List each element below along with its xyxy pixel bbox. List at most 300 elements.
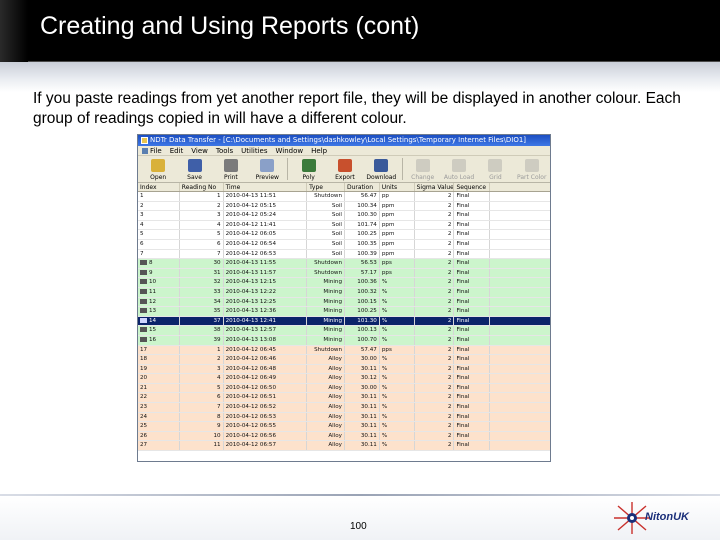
title-bar xyxy=(0,0,720,62)
cell-units xyxy=(380,413,415,422)
auto-load-icon xyxy=(452,159,466,172)
cell-sequence xyxy=(454,269,490,278)
cell-units xyxy=(380,250,415,259)
cell-text: % xyxy=(381,404,388,411)
cell-reading xyxy=(180,365,224,374)
table-row[interactable] xyxy=(138,202,550,212)
cell-sequence xyxy=(454,192,490,201)
cell-text: 15 xyxy=(149,327,157,334)
cell-text: 2 xyxy=(447,260,452,267)
toolbar-save-button[interactable] xyxy=(176,156,212,182)
cell-text: 2010-04-12 06:48 xyxy=(225,365,277,372)
cell-sigma xyxy=(415,403,455,412)
cell-reading xyxy=(180,317,224,326)
cell-index xyxy=(138,307,180,316)
table-row[interactable] xyxy=(138,403,550,413)
toolbar-button-label: Poly xyxy=(302,174,315,181)
cell-sequence xyxy=(454,250,490,259)
table-row[interactable] xyxy=(138,384,550,394)
cell-text: 30.11 xyxy=(360,432,377,439)
cell-text: 2010-04-12 06:55 xyxy=(225,423,277,430)
cell-text: 17 xyxy=(140,346,148,353)
cell-text: Final xyxy=(456,298,470,305)
cell-units xyxy=(380,355,415,364)
cell-type xyxy=(307,288,345,297)
cell-text: % xyxy=(381,384,388,391)
cell-text: 2 xyxy=(447,327,452,334)
cell-text: 11 xyxy=(213,442,221,449)
menu-item-label: Utilities xyxy=(241,146,268,155)
table-row[interactable] xyxy=(138,278,550,288)
table-row[interactable] xyxy=(138,307,550,317)
cell-text: 56.47 xyxy=(360,193,377,199)
cell-sequence xyxy=(454,403,490,412)
cell-text: Final xyxy=(456,442,470,449)
cell-text: 19 xyxy=(140,365,148,372)
menu-item-label: Tools xyxy=(215,146,234,155)
cell-duration xyxy=(345,288,380,297)
cell-time xyxy=(224,230,308,239)
cell-empty xyxy=(490,393,550,402)
cell-text: 2010-04-12 06:05 xyxy=(225,231,277,238)
cell-type xyxy=(307,307,345,316)
cell-sequence xyxy=(454,317,490,326)
cell-type xyxy=(307,346,345,355)
cell-sequence xyxy=(454,211,490,220)
toolbar-print-button[interactable] xyxy=(213,156,249,182)
cell-index xyxy=(138,269,180,278)
toolbar-download-button[interactable] xyxy=(363,156,399,182)
folder-open-icon xyxy=(151,159,165,172)
table-row[interactable] xyxy=(138,250,550,260)
table-row[interactable] xyxy=(138,221,550,231)
toolbar-grid-button[interactable] xyxy=(477,156,513,182)
toolbar-export-button[interactable] xyxy=(327,156,363,182)
cell-text: 2 xyxy=(447,423,452,430)
cell-time xyxy=(224,403,308,412)
toolbar-open-button[interactable] xyxy=(140,156,176,182)
cell-text: Final xyxy=(456,279,470,286)
cell-type xyxy=(307,432,345,441)
menu-item-window[interactable] xyxy=(276,146,304,155)
cell-reading xyxy=(180,288,224,297)
column-header[interactable]: Index xyxy=(138,183,180,191)
cell-time xyxy=(224,221,308,230)
cell-sigma xyxy=(415,384,455,393)
cell-type xyxy=(307,192,345,201)
cell-text: 100.15 xyxy=(357,298,377,305)
cell-units xyxy=(380,298,415,307)
cell-empty xyxy=(490,240,550,249)
row-marker-icon xyxy=(140,299,147,304)
menu-item-label: Edit xyxy=(169,146,184,155)
cell-text: Final xyxy=(456,212,470,219)
cell-text: 56.53 xyxy=(360,260,377,267)
cell-text: 2010-04-13 11:57 xyxy=(225,269,277,276)
table-row[interactable] xyxy=(138,259,550,269)
cell-index xyxy=(138,259,180,268)
cell-text: Final xyxy=(456,384,470,391)
cell-time xyxy=(224,307,308,316)
cell-sigma xyxy=(415,393,455,402)
cell-type xyxy=(307,259,345,268)
cell-text: Mining xyxy=(323,288,342,295)
readings-grid xyxy=(138,183,550,451)
cell-text: 2010-04-13 12:57 xyxy=(225,327,277,334)
cell-sequence xyxy=(454,441,490,450)
table-row[interactable] xyxy=(138,413,550,423)
cell-text: Final xyxy=(456,432,470,439)
cell-type xyxy=(307,298,345,307)
cell-duration xyxy=(345,307,380,316)
toolbar-button-label: Print xyxy=(223,174,238,181)
cell-text: 2010-04-13 12:41 xyxy=(225,317,277,324)
cell-text: ppm xyxy=(381,212,395,219)
cell-duration xyxy=(345,403,380,412)
cell-text: 2 xyxy=(447,202,452,209)
cell-empty xyxy=(490,346,550,355)
cell-text: 30.12 xyxy=(360,375,377,382)
cell-text: 2010-04-12 06:57 xyxy=(225,442,277,449)
cell-text: Alloy xyxy=(328,423,342,430)
cell-sigma xyxy=(415,230,455,239)
cell-duration xyxy=(345,278,380,287)
cell-empty xyxy=(490,269,550,278)
cell-empty xyxy=(490,278,550,287)
cell-duration xyxy=(345,230,380,239)
page-number: 100 xyxy=(350,521,367,532)
cell-index xyxy=(138,202,180,211)
table-row[interactable] xyxy=(138,393,550,403)
cell-text: 39 xyxy=(213,336,221,343)
cell-sequence xyxy=(454,288,490,297)
cell-time xyxy=(224,374,308,383)
cell-empty xyxy=(490,221,550,230)
cell-sequence xyxy=(454,298,490,307)
toolbar-button-label: Auto Load xyxy=(443,174,475,181)
cell-type xyxy=(307,211,345,220)
cell-sigma xyxy=(415,269,455,278)
table-row[interactable] xyxy=(138,317,550,327)
row-marker-icon xyxy=(140,270,147,275)
cell-index xyxy=(138,278,180,287)
cell-reading xyxy=(180,202,224,211)
cell-units xyxy=(380,278,415,287)
cell-units xyxy=(380,422,415,431)
cell-text: % xyxy=(381,442,388,449)
cell-text: 2 xyxy=(447,336,452,343)
cell-text: 2010-04-12 11:41 xyxy=(225,221,277,228)
cell-text: 100.13 xyxy=(357,327,377,334)
cell-text: 3 xyxy=(217,212,221,219)
menu-item-tools[interactable] xyxy=(216,146,233,155)
cell-text: % xyxy=(381,375,388,382)
cell-text: 2 xyxy=(447,231,452,238)
cell-text: Final xyxy=(456,202,470,209)
cell-text: % xyxy=(381,394,388,401)
cell-units xyxy=(380,432,415,441)
cell-text: Final xyxy=(456,231,470,238)
cell-units xyxy=(380,307,415,316)
row-marker-icon xyxy=(140,318,147,323)
menu-item-help[interactable] xyxy=(311,146,327,155)
cell-text: 100.25 xyxy=(357,308,377,315)
cell-sequence xyxy=(454,393,490,402)
column-header[interactable]: Reading No xyxy=(180,183,224,191)
cell-text: 31 xyxy=(213,269,221,276)
cell-text: 12 xyxy=(149,298,157,305)
cell-text: 2 xyxy=(447,413,452,420)
cell-sequence xyxy=(454,365,490,374)
cell-units xyxy=(380,211,415,220)
cell-text: Final xyxy=(456,394,470,401)
cell-text: 5 xyxy=(140,231,144,238)
cell-type xyxy=(307,413,345,422)
cell-text: 2010-04-12 05:24 xyxy=(225,212,277,219)
cell-text: % xyxy=(381,279,388,286)
export-icon xyxy=(338,159,352,172)
cell-units xyxy=(380,259,415,268)
app-icon xyxy=(141,137,148,144)
cell-time xyxy=(224,250,308,259)
cell-text: 2 xyxy=(447,356,452,363)
table-row[interactable] xyxy=(138,298,550,308)
cell-reading xyxy=(180,259,224,268)
cell-time xyxy=(224,441,308,450)
menu-item-utilities[interactable] xyxy=(241,146,267,155)
cell-text: % xyxy=(381,317,388,324)
cell-reading xyxy=(180,240,224,249)
cell-text: 6 xyxy=(217,394,221,401)
cell-text: 2 xyxy=(447,394,452,401)
cell-sigma xyxy=(415,441,455,450)
toolbar-auto-load-button[interactable] xyxy=(441,156,477,182)
column-header[interactable]: Type xyxy=(307,183,345,191)
table-row[interactable] xyxy=(138,374,550,384)
menu-item-label: File xyxy=(150,146,162,155)
cell-index xyxy=(138,250,180,259)
cell-text: 2010-04-12 05:15 xyxy=(225,202,277,209)
cell-type xyxy=(307,202,345,211)
cell-text: 14 xyxy=(149,317,157,324)
table-row[interactable] xyxy=(138,211,550,221)
cell-text: pp xyxy=(381,193,389,199)
toolbar-part-color-button[interactable] xyxy=(514,156,550,182)
cell-index xyxy=(138,326,180,335)
cell-text: ppm xyxy=(381,231,395,238)
cell-text: Alloy xyxy=(328,442,342,449)
window-titlebar[interactable] xyxy=(138,135,550,146)
floppy-disk-icon xyxy=(188,159,202,172)
table-row[interactable] xyxy=(138,422,550,432)
cell-text: 2 xyxy=(447,432,452,439)
toolbar-button-label: Open xyxy=(150,174,167,181)
cell-text: 2010-04-13 13:08 xyxy=(225,336,277,343)
table-row[interactable] xyxy=(138,326,550,336)
cell-type xyxy=(307,250,345,259)
cell-empty xyxy=(490,336,550,345)
slide-title: Creating and Using Reports (cont) xyxy=(40,12,420,40)
cell-index xyxy=(138,336,180,345)
cell-text: pps xyxy=(381,346,392,353)
window-title: NDTr Data Transfer - [C:\Documents and Settings\dashkowley\Local Settings\Temporary Internet Files\DIO1] xyxy=(150,136,527,144)
cell-text: 2 xyxy=(140,202,144,209)
cell-text: 11 xyxy=(149,288,157,295)
cell-index xyxy=(138,230,180,239)
menu-item-edit[interactable] xyxy=(170,146,184,155)
cell-time xyxy=(224,326,308,335)
cell-time xyxy=(224,355,308,364)
cell-sigma xyxy=(415,413,455,422)
menu-item-view[interactable] xyxy=(191,146,208,155)
table-row[interactable] xyxy=(138,240,550,250)
table-row[interactable] xyxy=(138,441,550,451)
cell-text: 30 xyxy=(213,260,221,267)
cell-text: Alloy xyxy=(328,432,342,439)
cell-units xyxy=(380,374,415,383)
cell-text: 2 xyxy=(447,221,452,228)
cell-text: 2 xyxy=(217,356,221,363)
cell-reading xyxy=(180,403,224,412)
cell-text: 30.11 xyxy=(360,394,377,401)
cell-text: 7 xyxy=(217,404,221,411)
cell-text: pps xyxy=(381,260,392,267)
cell-index xyxy=(138,393,180,402)
cell-sequence xyxy=(454,221,490,230)
cell-text: Shutdown xyxy=(314,346,342,353)
cell-type xyxy=(307,278,345,287)
cell-empty xyxy=(490,441,550,450)
cell-text: % xyxy=(381,423,388,430)
cell-text: Shutdown xyxy=(314,260,342,267)
cell-time xyxy=(224,365,308,374)
cell-text: 27 xyxy=(140,442,148,449)
cell-time xyxy=(224,346,308,355)
cell-sequence xyxy=(454,259,490,268)
cell-sequence xyxy=(454,432,490,441)
table-row[interactable] xyxy=(138,230,550,240)
column-header[interactable]: Time xyxy=(224,183,308,191)
cell-text: 3 xyxy=(140,212,144,219)
cell-sigma xyxy=(415,288,455,297)
cell-time xyxy=(224,336,308,345)
row-marker-icon xyxy=(140,308,147,313)
cell-text: Alloy xyxy=(328,384,342,391)
cell-text: 2010-04-12 06:45 xyxy=(225,346,277,353)
cell-text: 3 xyxy=(217,365,221,372)
cell-sigma xyxy=(415,374,455,383)
column-header[interactable]: Sequence xyxy=(454,183,490,191)
cell-text: Final xyxy=(456,221,470,228)
cell-text: 4 xyxy=(217,221,221,228)
cell-duration xyxy=(345,393,380,402)
toolbar-separator xyxy=(402,158,403,180)
menu-item-file[interactable] xyxy=(142,146,162,155)
cell-text: Alloy xyxy=(328,394,342,401)
cell-time xyxy=(224,384,308,393)
toolbar-button-label: Save xyxy=(187,174,202,181)
cell-text: Alloy xyxy=(328,413,342,420)
cell-empty xyxy=(490,413,550,422)
cell-text: 30.11 xyxy=(360,365,377,372)
cell-empty xyxy=(490,230,550,239)
cell-reading xyxy=(180,413,224,422)
table-row[interactable] xyxy=(138,192,550,202)
cell-text: 100.34 xyxy=(357,202,377,209)
cell-type xyxy=(307,336,345,345)
toolbar-preview-button[interactable] xyxy=(249,156,285,182)
cell-duration xyxy=(345,365,380,374)
cell-type xyxy=(307,221,345,230)
cell-text: 2010-04-12 06:52 xyxy=(225,404,277,411)
cell-text: 1 xyxy=(217,346,221,353)
row-marker-icon xyxy=(140,289,147,294)
table-row[interactable] xyxy=(138,336,550,346)
cell-time xyxy=(224,288,308,297)
toolbar-change-button[interactable] xyxy=(404,156,440,182)
cell-empty xyxy=(490,355,550,364)
cell-text: 2 xyxy=(217,202,221,209)
table-row[interactable] xyxy=(138,346,550,356)
cell-text: 2010-04-12 06:54 xyxy=(225,240,277,247)
cell-units xyxy=(380,365,415,374)
cell-text: Final xyxy=(456,413,470,420)
cell-text: Mining xyxy=(323,327,342,334)
cell-type xyxy=(307,403,345,412)
cell-text: 2 xyxy=(447,346,452,353)
cell-text: 10 xyxy=(213,432,221,439)
cell-sequence xyxy=(454,230,490,239)
cell-empty xyxy=(490,403,550,412)
cell-sequence xyxy=(454,355,490,364)
data-transfer-window xyxy=(137,134,551,462)
cell-text: 2 xyxy=(447,384,452,391)
cell-text: Final xyxy=(456,269,470,276)
table-row[interactable] xyxy=(138,269,550,279)
cell-text: 2 xyxy=(447,317,452,324)
cell-sigma xyxy=(415,240,455,249)
table-row[interactable] xyxy=(138,355,550,365)
column-header[interactable] xyxy=(490,183,550,191)
cell-text: 2010-04-13 11:55 xyxy=(225,260,277,267)
cell-text: Soil xyxy=(331,221,342,228)
cell-text: 2010-04-13 12:15 xyxy=(225,279,277,286)
cell-text: 4 xyxy=(217,375,221,382)
cell-duration xyxy=(345,211,380,220)
table-row[interactable] xyxy=(138,288,550,298)
column-header[interactable]: Duration xyxy=(345,183,380,191)
cell-text: Alloy xyxy=(328,356,342,363)
toolbar-poly-button[interactable] xyxy=(290,156,326,182)
cell-text: 21 xyxy=(140,384,148,391)
cell-index xyxy=(138,317,180,326)
table-row[interactable] xyxy=(138,365,550,375)
column-header[interactable]: Units xyxy=(380,183,415,191)
cell-text: 100.36 xyxy=(357,279,377,286)
cell-text: 57.17 xyxy=(360,269,377,276)
cell-text: 8 xyxy=(149,260,153,267)
cell-index xyxy=(138,422,180,431)
table-row[interactable] xyxy=(138,432,550,442)
cell-type xyxy=(307,422,345,431)
cell-time xyxy=(224,393,308,402)
cell-duration xyxy=(345,355,380,364)
cell-time xyxy=(224,259,308,268)
column-header[interactable]: Sigma Value xyxy=(416,184,454,191)
menu-item-label: Help xyxy=(311,146,328,155)
cell-text: % xyxy=(381,432,388,439)
menu-item-label: View xyxy=(191,146,208,155)
